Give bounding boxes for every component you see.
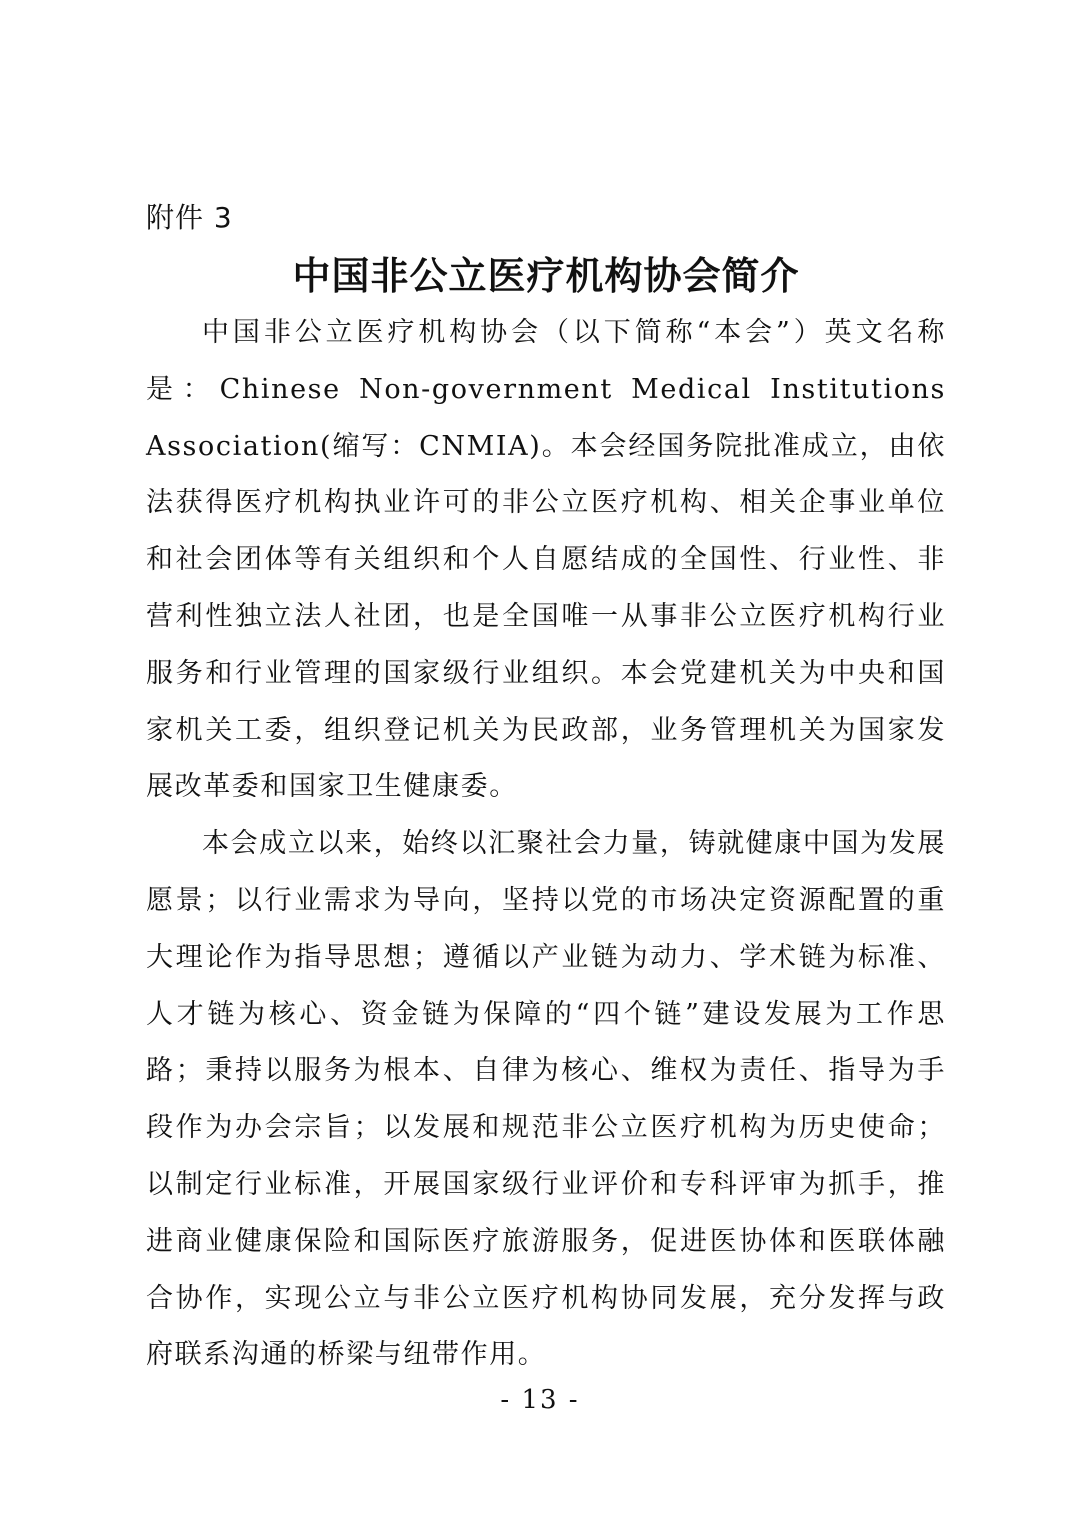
paragraph-development: 本会成立以来，始终以汇聚社会力量，铸就健康中国为发展愿景；以行业需求为导向，坚持以党的市场决定资源配置的重大理论作为指导思想；遵循以产业链为动力、学术链为标准、人才链为核心、资金链为保障的“四个链”建设发展为工作思路；秉持以服务为根本、自律为核心、维权为责任、指导为手段作为办会宗旨；以发展和规范非公立医疗机构为历史使命；以制定行业标准，开展国家级行业评价和专科评审为抓手，推进商业健康保险和国际医疗旅游服务，促进医协体和医联体融合协作，实现公立与非公立医疗机构协同发展，充分发挥与政府联系沟通的桥梁与纽带作用。	[146, 828, 946, 1371]
paragraph-introduction: 中国非公立医疗机构协会（以下简称“本会”）英文名称是：Chinese Non-government Medical Institutions Association(缩写：CNMIA)。本会经国务院批准成立，由依法获得医疗机构执业许可的非公立医疗机构、相关企事业单位和社会团体等有关组织和个人自愿结成的全国性、行业性、非营利性独立法人社团，也是全国唯一从事非公立医疗机构行业服务和行业管理的国家级行业组织。本会党建机关为中央和国家机关工委，组织登记机关为民政部，业务管理机关为国家发展改革委和国家卫生健康委。	[146, 317, 946, 803]
attachment-label: 附件 3	[146, 201, 233, 234]
document-body	[146, 305, 946, 1384]
document-title: 中国非公立医疗机构协会简介	[292, 254, 800, 298]
page-number: - 13 -	[500, 1385, 580, 1415]
